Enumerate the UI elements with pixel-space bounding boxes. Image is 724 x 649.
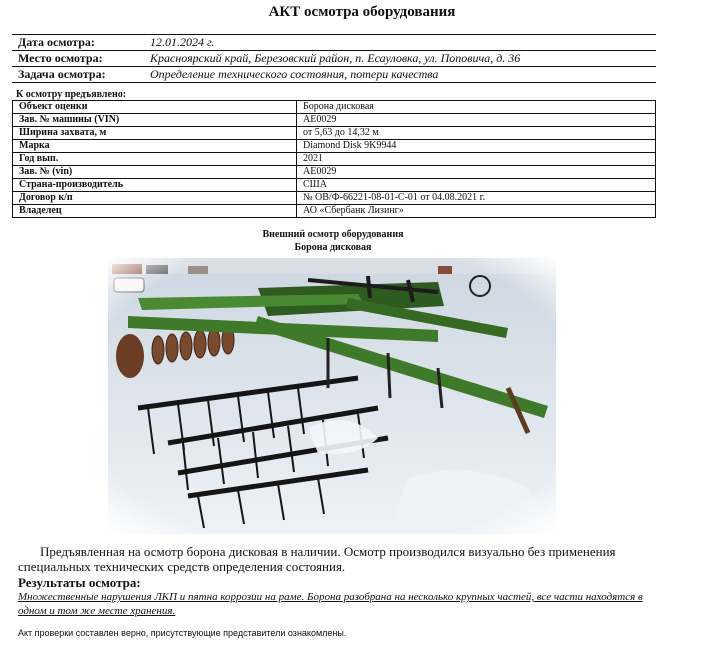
spec-value: 2021: [297, 153, 656, 166]
meta-value: Определение технического состояния, потери качества: [144, 67, 656, 83]
meta-label: Задача осмотра:: [12, 67, 144, 83]
description-paragraph: [18, 544, 658, 574]
spec-label: Зав. № (vin): [13, 166, 297, 179]
description-text: Предъявленная на осмотр борона дисковая в наличии. Осмотр производился визуально без применения специальных технических средств определения состояния.: [18, 544, 616, 574]
spec-label: Страна-производитель: [13, 179, 297, 192]
meta-value: 12.01.2024 г.: [144, 35, 656, 51]
spec-label: Договор к/п: [13, 192, 297, 205]
equipment-spec-table: [12, 100, 656, 218]
presented-label: К осмотру предъявлено:: [16, 89, 127, 100]
spec-label: Владелец: [13, 205, 297, 218]
spec-value: № ОВ/Ф-66221-08-01-С-01 от 04.08.2021 г.: [297, 192, 656, 205]
inspection-title: Внешний осмотр оборудования: [262, 229, 404, 240]
spec-row: [13, 205, 656, 218]
closing-statement: Акт проверки составлен верно, присутствующие представители ознакомлены.: [18, 628, 347, 638]
results-text: Множественные нарушения ЛКП и пятна коррозии на раме. Борона разобрана на несколько крупных частей, все части находятся в одном и том же месте хранения.: [18, 591, 643, 617]
meta-row: [12, 67, 656, 83]
results-heading: Результаты осмотра:: [18, 575, 141, 590]
spec-row: [13, 153, 656, 166]
spec-row: [13, 127, 656, 140]
spec-value: АО «Сбербанк Лизинг»: [297, 205, 656, 218]
spec-row: [13, 179, 656, 192]
spec-label: Марка: [13, 140, 297, 153]
spec-value: Борона дисковая: [297, 101, 656, 114]
spec-row: [13, 114, 656, 127]
spec-value: от 5,63 до 14,32 м: [297, 127, 656, 140]
spec-row: [13, 140, 656, 153]
spec-row: [13, 101, 656, 114]
meta-label: Дата осмотра:: [12, 35, 144, 51]
meta-label: Место осмотра:: [12, 51, 144, 67]
meta-value: Красноярский край, Березовский район, п. Есауловка, ул. Поповича, д. 36: [144, 51, 656, 67]
spec-value: Diamond Disk 9K9944: [297, 140, 656, 153]
spec-label: Год вып.: [13, 153, 297, 166]
meta-row: [12, 51, 656, 67]
spec-value: США: [297, 179, 656, 192]
spec-value: AE0029: [297, 166, 656, 179]
harrow-photo: [108, 258, 556, 534]
spec-row: [13, 192, 656, 205]
meta-row: [12, 35, 656, 51]
spec-label: Зав. № машины (VIN): [13, 114, 297, 127]
spec-label: Ширина захвата, м: [13, 127, 297, 140]
spec-label: Объект оценки: [13, 101, 297, 114]
document-title: АКТ осмотра оборудования: [268, 4, 456, 20]
spec-row: [13, 166, 656, 179]
inspection-subtitle: Борона дисковая: [294, 242, 372, 253]
inspection-meta-table: [12, 34, 656, 83]
spec-value: AE0029: [297, 114, 656, 127]
